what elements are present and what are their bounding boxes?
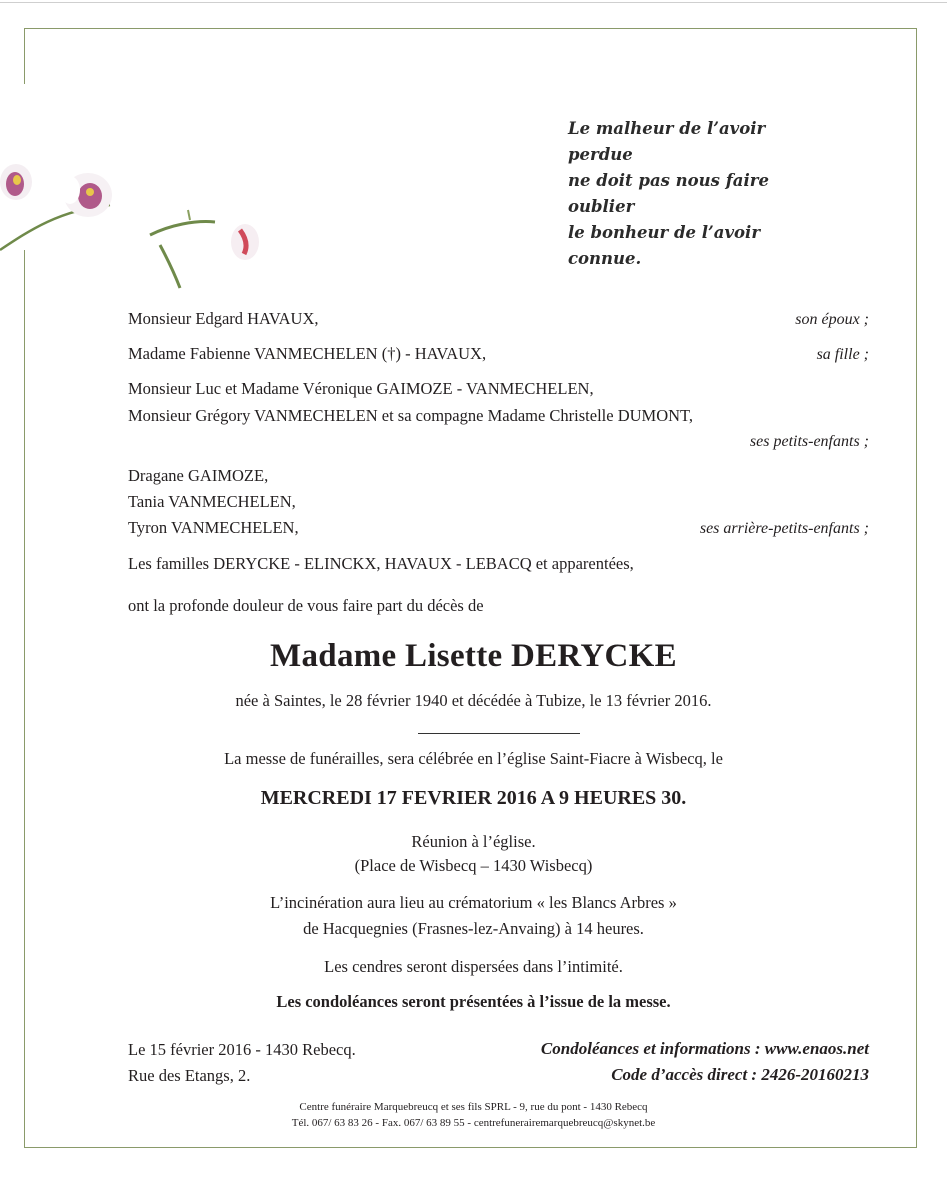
- family-member-great-grandchild: Tania VANMECHELEN,: [128, 492, 296, 511]
- footer-date-place: Le 15 février 2016 - 1430 Rebecq.: [128, 1040, 356, 1059]
- funeral-home-contact: Tél. 067/ 63 83 26 - Fax. 067/ 63 89 55 - centrefunerairemarquebreucq@skynet.be: [291, 1117, 656, 1129]
- meeting-place: Réunion à l’église.: [411, 832, 536, 851]
- deceased-dates: née à Saintes, le 28 février 1940 et décédée à Tubize, le 13 février 2016.: [235, 691, 712, 710]
- top-edge-line: [0, 2, 947, 3]
- ashes-note: Les cendres seront dispersées dans l’intimité.: [324, 957, 623, 976]
- deceased-name: Madame Lisette DERYCKE: [270, 638, 677, 674]
- announcement-intro: ont la profonde douleur de vous faire part du décès de: [128, 596, 484, 615]
- quote-line: ne doit pas nous faire oublier: [568, 171, 769, 216]
- cremation-line-2: de Hacquegnies (Frasnes-lez-Anvaing) à 14 heures.: [303, 919, 644, 938]
- orchid-flower-left: [0, 164, 32, 200]
- condolences-note: Les condoléances seront présentées à l’issue de la messe.: [276, 992, 671, 1011]
- footer-street: Rue des Etangs, 2.: [128, 1066, 251, 1085]
- orchid-illustration: [0, 150, 280, 290]
- family-member-grandchild: Monsieur Grégory VANMECHELEN et sa compagne Madame Christelle DUMONT,: [128, 406, 694, 425]
- quote-line: Le malheur de l’avoir perdue: [568, 119, 766, 164]
- relation-great-grandchildren: ses arrière-petits-enfants ;: [699, 520, 869, 537]
- extended-families: Les familles DERYCKE - ELINCKX, HAVAUX - LEBACQ et apparentées,: [128, 554, 634, 573]
- relation-husband: son époux ;: [795, 311, 869, 328]
- family-member-great-grandchild: Tyron VANMECHELEN,: [128, 518, 299, 537]
- cremation-line-1: L’incinération aura lieu au crématorium « les Blancs Arbres »: [270, 893, 677, 912]
- orchid-bud-right: [231, 224, 259, 260]
- mass-intro: La messe de funérailles, sera célébrée en l’église Saint-Fiacre à Wisbecq, le: [224, 749, 723, 768]
- quote-line: le bonheur de l’avoir connue.: [568, 223, 761, 268]
- epigraph-quote: [568, 116, 828, 272]
- online-condolences: Condoléances et informations : www.enaos.net: [540, 1039, 869, 1058]
- access-code: Code d’accès direct : 2426-20160213: [611, 1065, 869, 1084]
- orchid-flower-center: [60, 173, 112, 217]
- separator-line: [418, 733, 580, 734]
- family-member-daughter: Madame Fabienne VANMECHELEN (†) - HAVAUX,: [128, 344, 487, 363]
- page-border-left-top: [24, 28, 25, 84]
- family-member-husband: Monsieur Edgard HAVAUX,: [128, 309, 319, 328]
- mass-datetime: MERCREDI 17 FEVRIER 2016 A 9 HEURES 30.: [260, 787, 687, 809]
- family-member-great-grandchild: Dragane GAIMOZE,: [128, 466, 269, 485]
- family-member-grandchild: Monsieur Luc et Madame Véronique GAIMOZE - VANMECHELEN,: [128, 379, 594, 398]
- orchid-stem: [0, 205, 215, 288]
- church-address: (Place de Wisbecq – 1430 Wisbecq): [354, 856, 593, 875]
- relation-daughter: sa fille ;: [816, 346, 869, 363]
- relation-grandchildren: ses petits-enfants ;: [749, 433, 869, 450]
- funeral-home-address: Centre funéraire Marquebreucq et ses fils SPRL - 9, rue du pont - 1430 Rebecq: [299, 1101, 648, 1113]
